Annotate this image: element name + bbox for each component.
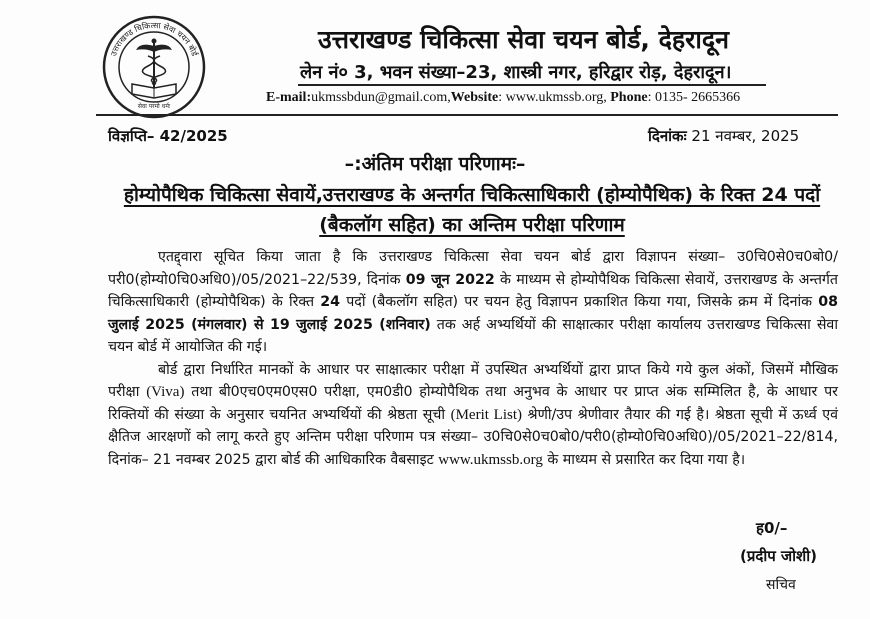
result-subheading-text: होम्योपैथिक चिकित्सा सेवायें,उत्तराखण्ड के अन्तर्गत चिकित्साधिकारी (होम्योपैथिक) के रिक्त 24 पदों (बैकलॉग सहित) का अन्तिम परीक्षा परिणाम [123, 184, 821, 236]
p2-text-2: तथा बी0एच0एम0एस0 परीक्षा, एम0डी0 होम्योपैथिक तथा अनुभव के आधार पर प्राप्त अंक सम्मिलित है, के आधार पर रिक्तियों की संख्या के अनुसार चयनित अभ्यर्थियों की श्रेष्ठता सूची [108, 384, 838, 423]
paragraph-2 [108, 359, 838, 472]
result-subheading [108, 180, 836, 240]
address-underline [298, 84, 766, 86]
p2-text-3: श्रेणी/उप श्रेणीवार तैयार की गई है। श्रेष्ठता सूची में ऊर्ध्व एवं क्षैतिज आरक्षणों को लागू करते हुए अन्तिम परीक्षा परिणाम पत्र संख्या– उ0चि0से0च0बो0/परी0(होम्यो0चि0अधि0)/05/2021–22/814, दिनांक– 21 नवम्बर 2025 द्वारा बोर्ड की आधिकारिक वैबसाइट [108, 406, 838, 468]
p1-text-3: पदों (बैकलॉग सहित) पर चयन हेतु विज्ञापन प्रकाशित किया गया, जिसके क्रम में दिनांक [340, 294, 819, 310]
website-label: Website [450, 90, 499, 105]
date-label: दिनांकः [648, 127, 687, 145]
interview-dates: 08 जुलाई 2025 (मंगलवार) से 19 जुलाई 2025 (शनिवार) [108, 294, 838, 333]
email-address[interactable]: ukmssbdun@gmail.com, [311, 90, 451, 105]
paragraph-1 [108, 246, 838, 359]
board-address: लेन नं० 3, भवन संख्या–23, शास्त्री नगर, हरिद्वार रोड़, देहरादून। [300, 62, 732, 83]
result-heading: –:अंतिम परीक्षा परिणामः– [344, 153, 526, 175]
merit-list-term: (Merit List) [450, 406, 522, 423]
emblem-ring-text: उत्तराखण्ड चिकित्सा सेवा चयन बोर्ड [109, 20, 199, 58]
date-value: 21 नवम्बर, 2025 [691, 127, 800, 145]
contact-line [266, 90, 846, 106]
website-url[interactable]: : www.ukmssb.org, [498, 90, 607, 105]
advert-date: 09 जून 2022 [405, 271, 495, 288]
signatory-name: (प्रदीप जोशी) [740, 547, 817, 565]
header-divider [96, 114, 838, 116]
emblem-motto: सेवा परमो धर्मः [137, 103, 171, 110]
p1-text-4: तक अर्ह अभ्यर्थियों की साक्षात्कार परीक्षा कार्यालय उत्तराखण्ड चिकित्सा सेवा चयन बोर्ड में आयोजित की गई। [108, 316, 838, 355]
phone-number: : 0135- 2665366 [647, 90, 741, 105]
viva-term: (Viva) [146, 384, 185, 400]
notice-number: विज्ञप्ति– 42/2025 [108, 127, 228, 145]
signatory-designation: सचिव [766, 577, 796, 593]
phone-label: Phone [610, 90, 648, 105]
p1-text-2: के माध्यम से होम्योपैथिक चिकित्सा सेवायें, उत्तराखण्ड के अन्तर्गत चिकित्साधिकारी (होम्योपैथिक) के रिक्त [108, 271, 838, 310]
notice-body [108, 246, 838, 471]
p1-text-1: एतद्द्वारा सूचित किया जाता है कि उत्तराखण्ड चिकित्सा सेवा चयन बोर्ड द्वारा विज्ञापन संख्या– उ0चि0से0च0बो0/परी0(होम्यो0चि0अधि0)/05/2021–22/539, दिनांक [108, 249, 838, 288]
website-link[interactable]: www.ukmssb.org [438, 451, 543, 468]
signature-mark: ह0/– [756, 519, 788, 537]
post-count: 24 [320, 294, 341, 310]
email-label: E-mail: [266, 90, 312, 105]
p2-text-1: बोर्ड द्वारा निर्धारित मानकों के आधार पर साक्षात्कार परीक्षा में उपस्थित अभ्यर्थियों द्वारा प्राप्त किये गये कुल अंकों, जिसमें मौखिक परीक्षा [108, 361, 838, 400]
p2-text-4: के माध्यम से प्रसारित कर दिया गया है। [542, 451, 746, 468]
notice-date [648, 126, 799, 146]
board-title: उत्तराखण्ड चिकित्सा सेवा चयन बोर्ड, देहरादून [318, 25, 729, 54]
board-emblem-logo [100, 14, 208, 120]
